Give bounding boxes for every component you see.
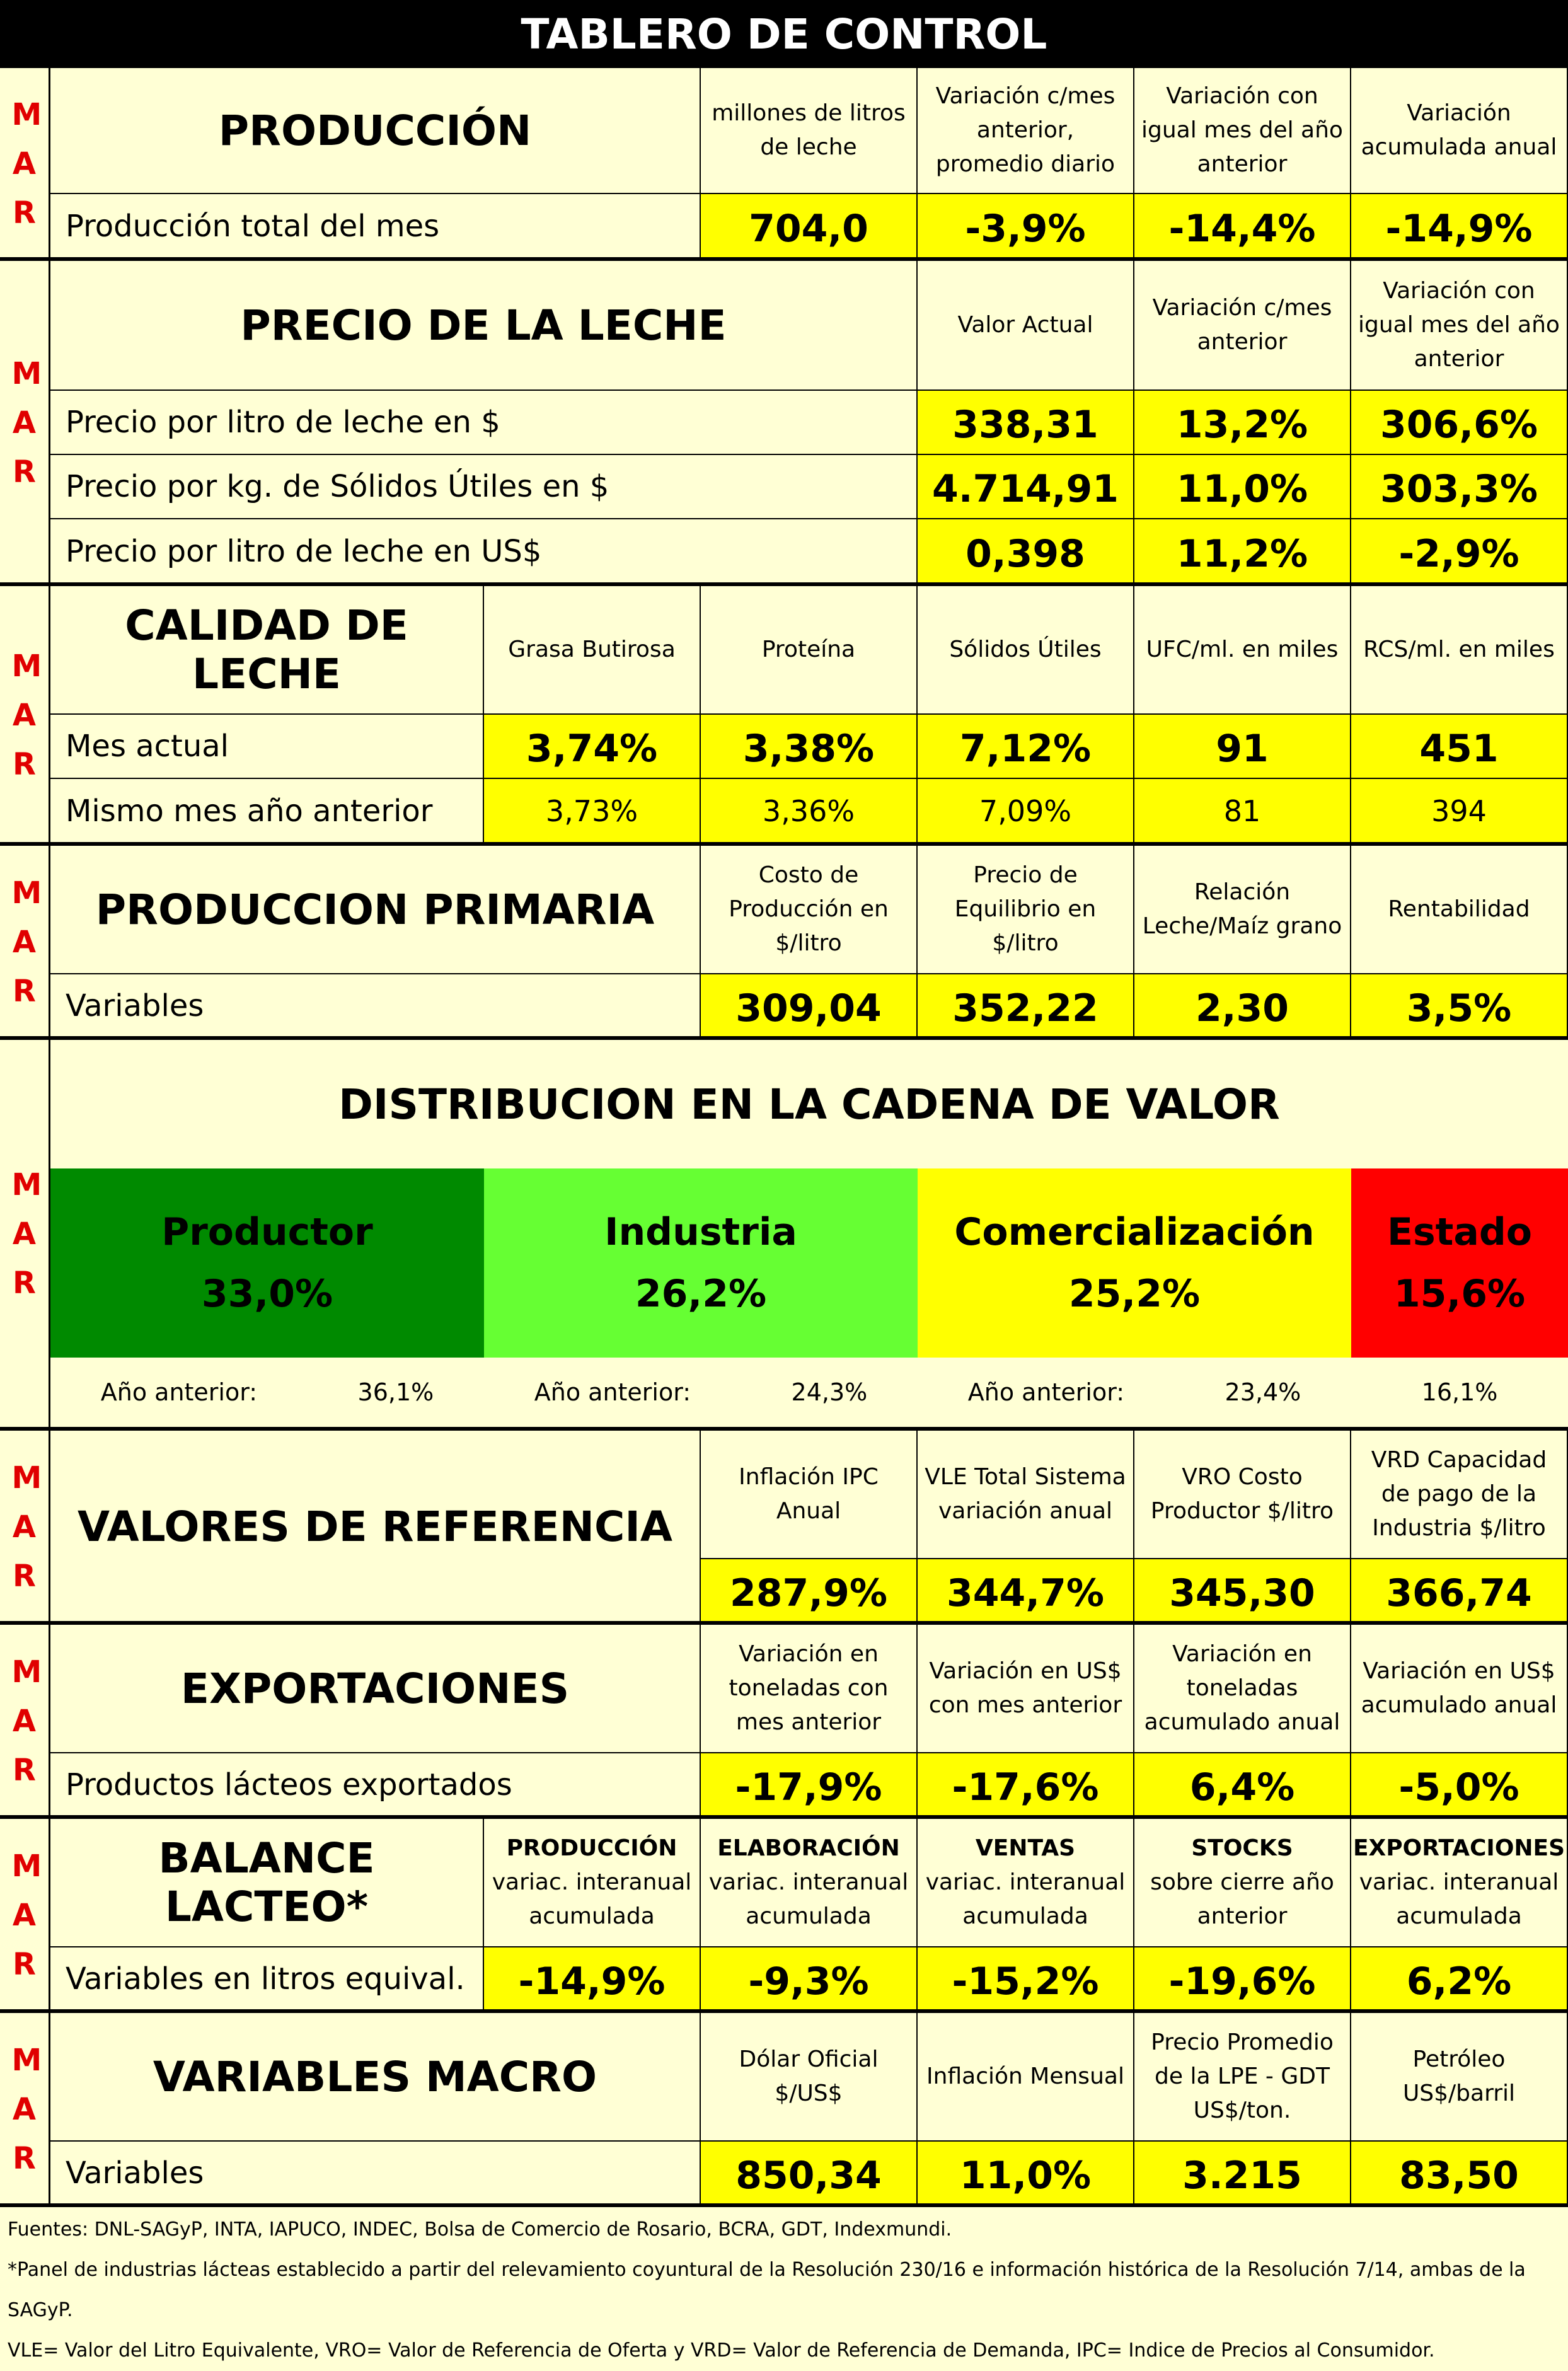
- value-cell: 3.215: [1134, 2142, 1351, 2206]
- value-cell: -15,2%: [918, 1947, 1134, 2012]
- prev-value: 36,1%: [357, 1378, 434, 1406]
- column-header: Petróleo US$/barril: [1351, 2013, 1568, 2142]
- column-header: Variación en US$ con mes anterior: [918, 1625, 1134, 1753]
- section-distribucion: [0, 1040, 1568, 1428]
- value-cell: 338,31: [918, 391, 1134, 455]
- actor-name: Productor: [161, 1210, 373, 1254]
- column-header: millones de litros de leche: [701, 68, 918, 194]
- value-cell: 394: [1351, 779, 1568, 845]
- column-header: Precio de Equilibrio en $/litro: [918, 846, 1134, 974]
- column-header: Variación con igual mes del año anterior: [1134, 68, 1351, 194]
- value-cell: -17,9%: [701, 1753, 918, 1818]
- month-label: MAR: [0, 261, 50, 585]
- actor-share: 26,2%: [635, 1272, 767, 1316]
- month-label: MAR: [0, 846, 50, 1039]
- column-header: Inflación Mensual: [918, 2013, 1134, 2142]
- prev-label: Año anterior:: [534, 1378, 691, 1406]
- row-label: Producción total del mes: [50, 194, 701, 260]
- share-industria: [484, 1168, 918, 1358]
- month-label: MAR: [0, 68, 50, 260]
- value-cell: 91: [1134, 715, 1351, 779]
- value-cell: -14,9%: [1351, 194, 1568, 260]
- column-header: VRO Costo Productor $/litro: [1134, 1431, 1351, 1559]
- value-cell: 366,74: [1351, 1559, 1568, 1624]
- row-label: Mes actual: [50, 715, 484, 779]
- column-header: VRD Capacidad de pago de la Industria $/litro: [1351, 1431, 1568, 1559]
- panel-note: *Panel de industrias lácteas establecido a partir del relevamiento coyuntural de la Resolución 230/16 e información histórica de la Resolución 7/14, ambas de la SAGyP.: [8, 2259, 1526, 2321]
- section-produccion-primaria: [0, 846, 1568, 1039]
- column-header: PRODUCCIÓN variac. interanual acumulada: [484, 1819, 701, 1947]
- column-header: Grasa Butirosa: [484, 586, 701, 715]
- actor-share: 33,0%: [201, 1272, 333, 1316]
- section-produccion: [0, 68, 1568, 260]
- actor-share: 25,2%: [1068, 1272, 1201, 1316]
- value-cell: 309,04: [701, 974, 918, 1039]
- value-cell: 3,74%: [484, 715, 701, 779]
- value-cell: 451: [1351, 715, 1568, 779]
- row-label: Variables: [50, 2142, 701, 2206]
- value-cell: 3,38%: [701, 715, 918, 779]
- value-cell: 704,0: [701, 194, 918, 260]
- column-header: Variación c/mes anterior, promedio diario: [918, 68, 1134, 194]
- value-cell: 13,2%: [1134, 391, 1351, 455]
- value-cell: 352,22: [918, 974, 1134, 1039]
- row-label: Mismo mes año anterior: [50, 779, 484, 845]
- column-header: Valor Actual: [918, 261, 1134, 391]
- page-title: TABLERO DE CONTROL: [0, 0, 1568, 68]
- value-cell: -19,6%: [1134, 1947, 1351, 2012]
- value-cell: 11,2%: [1134, 519, 1351, 585]
- row-label: Variables: [50, 974, 701, 1039]
- distribution-bar: [50, 1168, 1568, 1358]
- column-header: UFC/ml. en miles: [1134, 586, 1351, 715]
- value-cell: 345,30: [1134, 1559, 1351, 1624]
- column-header: Proteína: [701, 586, 918, 715]
- actor-name: Comercialización: [954, 1210, 1315, 1254]
- value-cell: 850,34: [701, 2142, 918, 2206]
- value-cell: 3,36%: [701, 779, 918, 845]
- sources-note: Fuentes: DNL-SAGyP, INTA, IAPUCO, INDEC, Bolsa de Comercio de Rosario, BCRA, GDT, Indexmundi.: [8, 2218, 952, 2241]
- value-cell: 3,5%: [1351, 974, 1568, 1039]
- prev-value: 24,3%: [791, 1378, 868, 1406]
- section-heading: BALANCE LACTEO*: [50, 1819, 484, 1947]
- column-header: ELABORACIÓN variac. interanual acumulada: [701, 1819, 918, 1947]
- actor-share: 15,6%: [1393, 1272, 1526, 1316]
- section-heading: PRODUCCION PRIMARIA: [50, 846, 701, 974]
- value-cell: 7,09%: [918, 779, 1134, 845]
- value-cell: 81: [1134, 779, 1351, 845]
- value-cell: 11,0%: [918, 2142, 1134, 2206]
- value-cell: 3,73%: [484, 779, 701, 845]
- value-cell: -3,9%: [918, 194, 1134, 260]
- column-header: Dólar Oficial $/US$: [701, 2013, 918, 2142]
- column-header: Costo de Producción en $/litro: [701, 846, 918, 974]
- column-header: Inflación IPC Anual: [701, 1431, 918, 1559]
- value-cell: 303,3%: [1351, 455, 1568, 519]
- column-header: EXPORTACIONES variac. interanual acumulada: [1351, 1819, 1568, 1947]
- month-label: MAR: [0, 1431, 50, 1624]
- column-header: Precio Promedio de la LPE - GDT US$/ton.: [1134, 2013, 1351, 2142]
- column-header: Variación con igual mes del año anterior: [1351, 261, 1568, 391]
- value-cell: 6,2%: [1351, 1947, 1568, 2012]
- month-label: MAR: [0, 586, 50, 845]
- value-cell: -17,6%: [918, 1753, 1134, 1818]
- section-heading: DISTRIBUCION EN LA CADENA DE VALOR: [50, 1040, 1568, 1172]
- section-calidad: [0, 586, 1568, 845]
- section-heading: VARIABLES MACRO: [50, 2013, 701, 2142]
- value-cell: 0,398: [918, 519, 1134, 585]
- section-precio: [0, 261, 1568, 585]
- section-heading: PRODUCCIÓN: [50, 68, 701, 194]
- value-cell: -9,3%: [701, 1947, 918, 2012]
- value-cell: 11,0%: [1134, 455, 1351, 519]
- prev-value: 16,1%: [1421, 1378, 1498, 1406]
- column-header: Rentabilidad: [1351, 846, 1568, 974]
- value-cell: -5,0%: [1351, 1753, 1568, 1818]
- value-cell: -14,4%: [1134, 194, 1351, 260]
- value-cell: 4.714,91: [918, 455, 1134, 519]
- column-header: Variación c/mes anterior: [1134, 261, 1351, 391]
- column-header: Sólidos Útiles: [918, 586, 1134, 715]
- value-cell: 83,50: [1351, 2142, 1568, 2206]
- column-header: Variación en toneladas acumulado anual: [1134, 1625, 1351, 1753]
- value-cell: 6,4%: [1134, 1753, 1351, 1818]
- share-productor: [50, 1168, 484, 1358]
- column-header: Variación en US$ acumulado anual: [1351, 1625, 1568, 1753]
- value-cell: 7,12%: [918, 715, 1134, 779]
- section-exportaciones: [0, 1625, 1568, 1818]
- value-cell: 2,30: [1134, 974, 1351, 1039]
- column-header: RCS/ml. en miles: [1351, 586, 1568, 715]
- section-heading: EXPORTACIONES: [50, 1625, 701, 1753]
- column-header: VENTAS variac. interanual acumulada: [918, 1819, 1134, 1947]
- actor-name: Industria: [604, 1210, 797, 1254]
- column-header: Variación en toneladas con mes anterior: [701, 1625, 918, 1753]
- actor-name: Estado: [1386, 1210, 1533, 1254]
- column-header: Variación acumulada anual: [1351, 68, 1568, 194]
- column-header: Relación Leche/Maíz grano: [1134, 846, 1351, 974]
- divider: [0, 2203, 1568, 2207]
- share-comercializacion: [918, 1168, 1351, 1358]
- glossary-note: VLE= Valor del Litro Equivalente, VRO= Valor de Referencia de Oferta y VRD= Valor de Referencia de Demanda, IPC= Indice de Precios al Consumidor.: [8, 2339, 1435, 2362]
- value-cell: 287,9%: [701, 1559, 918, 1624]
- section-heading: CALIDAD DE LECHE: [50, 586, 484, 715]
- value-cell: -14,9%: [484, 1947, 701, 2012]
- month-label: MAR: [0, 2013, 50, 2206]
- month-label: MAR: [0, 1625, 50, 1818]
- row-label: Variables en litros equival.: [50, 1947, 484, 2012]
- prev-value: 23,4%: [1225, 1378, 1301, 1406]
- row-label: Precio por kg. de Sólidos Útiles en $: [50, 455, 918, 519]
- value-cell: 306,6%: [1351, 391, 1568, 455]
- row-label: Precio por litro de leche en $: [50, 391, 918, 455]
- section-heading: VALORES DE REFERENCIA: [50, 1431, 701, 1624]
- row-label: Productos lácteos exportados: [50, 1753, 701, 1818]
- share-estado: [1351, 1168, 1568, 1358]
- value-cell: 344,7%: [918, 1559, 1134, 1624]
- section-variables-macro: [0, 2013, 1568, 2206]
- value-cell: -2,9%: [1351, 519, 1568, 585]
- section-valores-referencia: [0, 1431, 1568, 1624]
- footnotes: [0, 2210, 1568, 2362]
- prev-label: Año anterior:: [100, 1378, 257, 1406]
- column-header: STOCKS sobre cierre año anterior: [1134, 1819, 1351, 1947]
- row-label: Precio por litro de leche en US$: [50, 519, 918, 585]
- column-header: VLE Total Sistema variación anual: [918, 1431, 1134, 1559]
- month-label: MAR: [0, 1040, 50, 1428]
- section-balance-lacteo: [0, 1819, 1568, 2012]
- section-heading: PRECIO DE LA LECHE: [50, 261, 918, 391]
- month-label: MAR: [0, 1819, 50, 2012]
- prev-label: Año anterior:: [967, 1378, 1124, 1406]
- previous-year-row: [50, 1358, 1568, 1427]
